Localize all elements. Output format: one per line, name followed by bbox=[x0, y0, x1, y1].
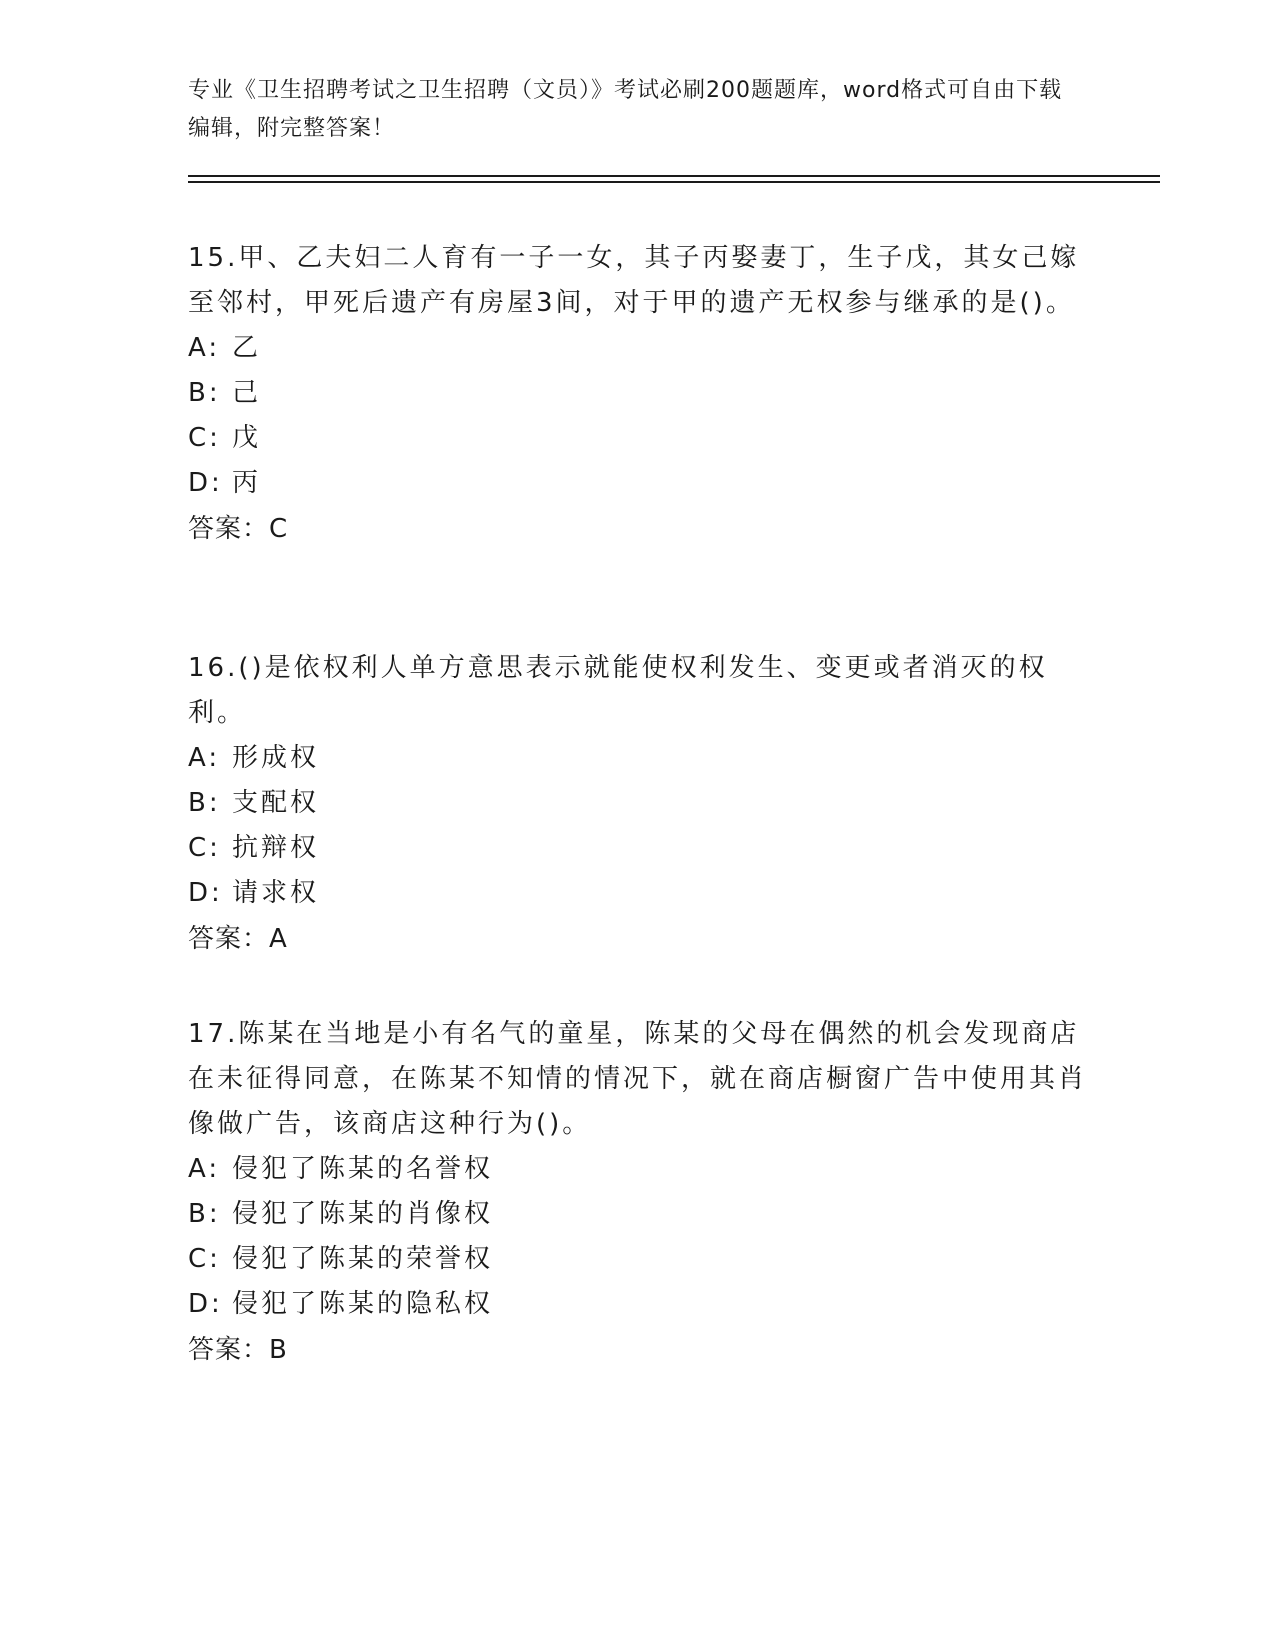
option-text: 侵犯了陈某的荣誉权 bbox=[232, 1244, 494, 1274]
option-b bbox=[188, 1192, 1088, 1237]
option-c bbox=[188, 1237, 1088, 1282]
option-key: C: bbox=[188, 423, 221, 453]
option-d bbox=[188, 1282, 1088, 1327]
question-16 bbox=[188, 646, 1088, 962]
option-text: 侵犯了陈某的名誉权 bbox=[232, 1154, 494, 1184]
option-d bbox=[188, 871, 1088, 916]
option-text: 请求权 bbox=[232, 878, 320, 908]
option-c bbox=[188, 416, 1088, 461]
option-key: D: bbox=[188, 468, 223, 498]
option-a bbox=[188, 1147, 1088, 1192]
question-15 bbox=[188, 236, 1088, 552]
option-text: 己 bbox=[232, 378, 262, 408]
question-stem: 17.陈某在当地是小有名气的童星，陈某的父母在偶然的机会发现商店在未征得同意，在陈某不知情的情况下，就在商店橱窗广告中使用其肖像做广告，该商店这种行为()。 bbox=[188, 1019, 1088, 1139]
option-c bbox=[188, 826, 1088, 871]
option-key: B: bbox=[188, 1199, 221, 1229]
option-key: A: bbox=[188, 1154, 221, 1184]
option-text: 支配权 bbox=[232, 788, 320, 818]
answer-line: 答案：C bbox=[188, 514, 289, 544]
document-header: 专业《卫生招聘考试之卫生招聘（文员）》考试必刷200题题库，word格式可自由下载编辑，附完整答案！ bbox=[188, 78, 1063, 141]
option-a bbox=[188, 736, 1088, 781]
answer-line: 答案：B bbox=[188, 1335, 288, 1365]
option-text: 形成权 bbox=[232, 743, 320, 773]
option-b bbox=[188, 371, 1088, 416]
option-key: A: bbox=[188, 333, 221, 363]
option-d bbox=[188, 461, 1088, 506]
question-17 bbox=[188, 1012, 1088, 1373]
option-text: 侵犯了陈某的肖像权 bbox=[232, 1199, 494, 1229]
header-divider-top bbox=[188, 175, 1160, 177]
option-key: C: bbox=[188, 833, 221, 863]
option-b bbox=[188, 781, 1088, 826]
question-stem: 16.()是依权利人单方意思表示就能使权利发生、变更或者消灭的权利。 bbox=[188, 653, 1048, 728]
option-text: 丙 bbox=[232, 468, 262, 498]
option-key: D: bbox=[188, 1289, 223, 1319]
answer-line: 答案：A bbox=[188, 924, 288, 954]
option-text: 侵犯了陈某的隐私权 bbox=[232, 1289, 494, 1319]
question-stem: 15.甲、乙夫妇二人育有一子一女，其子丙娶妻丁，生子戊，其女己嫁至邻村，甲死后遗产有房屋3间，对于甲的遗产无权参与继承的是()。 bbox=[188, 243, 1080, 318]
option-text: 抗辩权 bbox=[232, 833, 320, 863]
option-a bbox=[188, 326, 1088, 371]
option-key: A: bbox=[188, 743, 221, 773]
header-divider-bottom bbox=[188, 181, 1160, 183]
option-key: D: bbox=[188, 878, 223, 908]
option-key: C: bbox=[188, 1244, 221, 1274]
option-key: B: bbox=[188, 378, 221, 408]
option-key: B: bbox=[188, 788, 221, 818]
option-text: 戊 bbox=[232, 423, 262, 453]
option-text: 乙 bbox=[232, 333, 262, 363]
